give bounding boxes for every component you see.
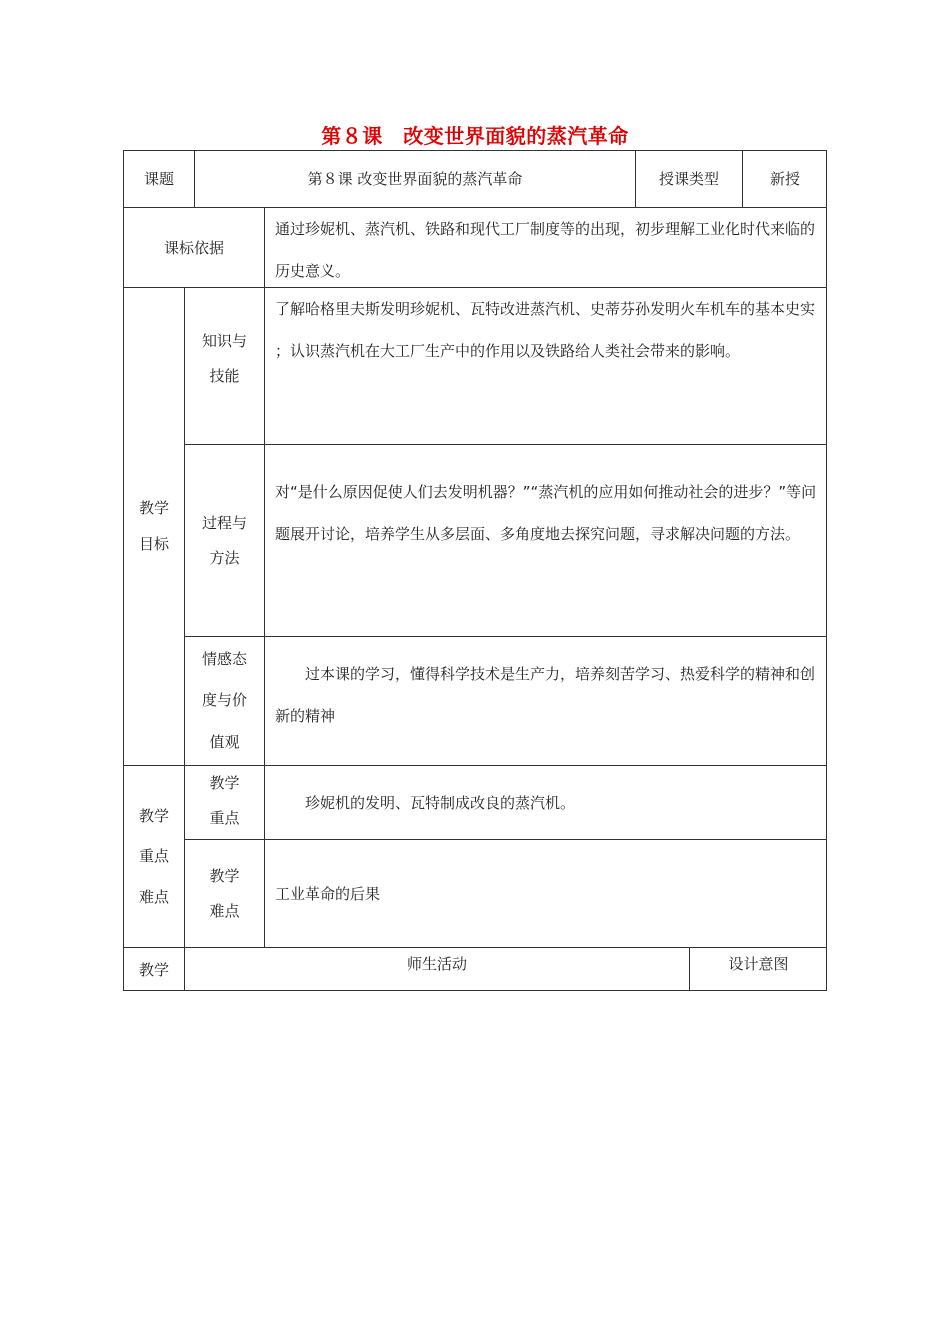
- lesson-plan-table: [123, 150, 827, 991]
- type-label: 授课类型: [658, 170, 719, 188]
- emotion-text-cell: [264, 636, 827, 765]
- document-title: 第８课 改变世界面貌的蒸汽革命: [321, 124, 629, 148]
- process-text: 对“是什么原因促使人们去发明机器？”“蒸汽机的应用如何推动社会的进步？”等问题展开讨论，培养学生从多层面、多角度地去探究问题，寻求解决问题的方法。: [275, 483, 817, 543]
- type-value: 新授: [769, 170, 800, 188]
- objectives-label-cell: [123, 287, 184, 765]
- footer-label: 教学: [138, 960, 169, 979]
- emotion-text: 过本课的学习，懂得科学技术是生产力，培养刻苦学习、热爱科学的精神和创新的精神: [275, 665, 816, 725]
- knowledge-label-cell: [184, 287, 264, 444]
- topic-label-cell: [123, 150, 194, 207]
- objectives-label: 教学目标: [138, 499, 169, 553]
- difficulty-label: 教学难点: [209, 867, 240, 920]
- emotion-label-cell: [184, 636, 264, 765]
- emotion-label: 情感态度与价值观: [201, 650, 247, 751]
- knowledge-text: 了解哈格里夫斯发明珍妮机、瓦特改进蒸汽机、史蒂芬孙发明火车机车的基本史实 ；认识蒸汽机在大工厂生产中的作用以及铁路给人类社会带来的影响。: [275, 300, 816, 360]
- topic-label: 课题: [143, 170, 174, 188]
- focus-label-cell: [184, 765, 264, 839]
- topic-value: 第８课 改变世界面貌的蒸汽革命: [307, 170, 523, 188]
- process-label-cell: [184, 444, 264, 636]
- difficulty-text: 工业革命的后果: [275, 884, 381, 903]
- knowledge-label: 知识与技能: [201, 332, 247, 385]
- focus-label: 教学重点: [209, 774, 240, 827]
- keypoints-label: 教学重点难点: [138, 806, 169, 906]
- activity-cell: [184, 947, 689, 991]
- difficulty-label-cell: [184, 839, 264, 947]
- process-text-cell: [264, 444, 827, 636]
- difficulty-text-cell: [264, 839, 827, 947]
- intent-cell: [689, 947, 827, 991]
- intent-label: 设计意图: [728, 955, 789, 973]
- standard-text-cell: [264, 207, 827, 287]
- focus-text: 珍妮机的发明、瓦特制成改良的蒸汽机。: [305, 793, 576, 812]
- standard-text: 通过珍妮机、蒸汽机、铁路和现代工厂制度等的出现，初步理解工业化时代来临的历史意义。: [275, 220, 816, 280]
- type-label-cell: [635, 150, 742, 207]
- type-value-cell: [742, 150, 827, 207]
- knowledge-text-cell: [264, 287, 827, 444]
- activity-label: 师生活动: [406, 955, 467, 973]
- process-label: 过程与方法: [201, 514, 247, 567]
- footer-label-cell: [123, 947, 184, 991]
- focus-text-cell: [264, 765, 827, 839]
- topic-value-cell: [194, 150, 635, 207]
- standard-label: 课标依据: [163, 238, 224, 257]
- keypoints-label-cell: [123, 765, 184, 947]
- standard-label-cell: [123, 207, 264, 287]
